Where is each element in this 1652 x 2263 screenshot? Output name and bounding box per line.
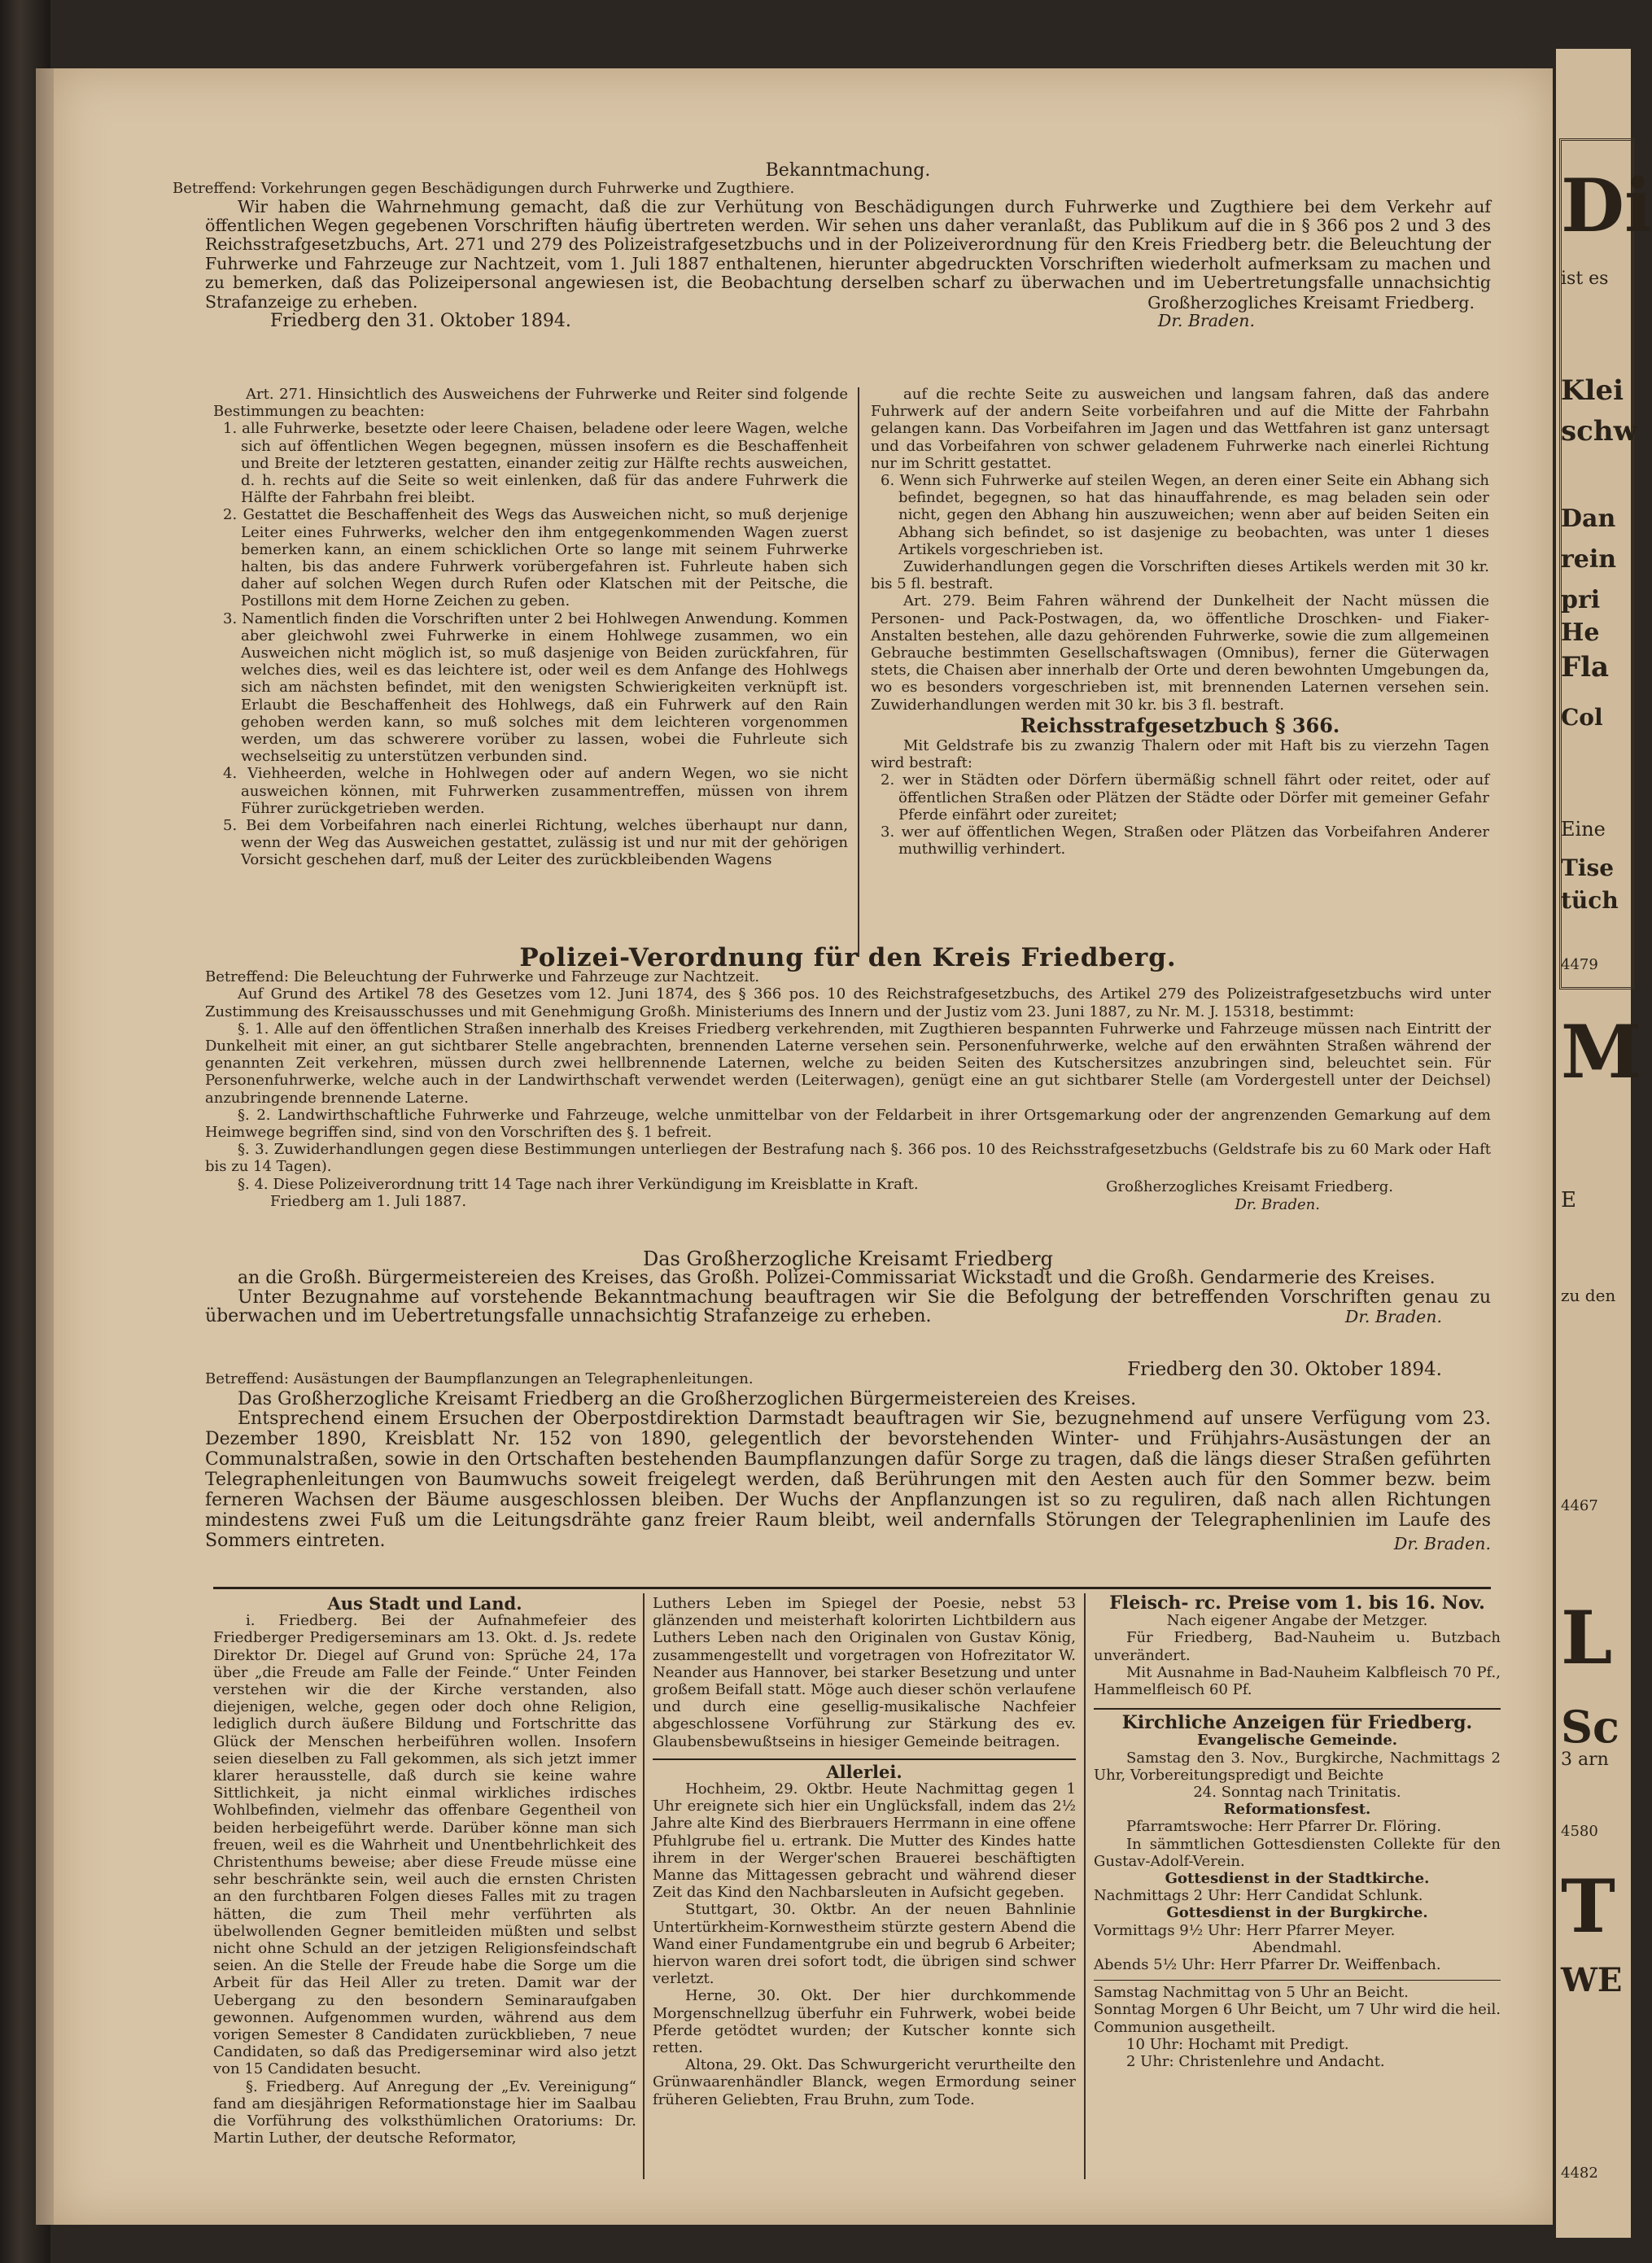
kirche-l1: Samstag den 3. Nov., Burgkirche, Nachmittags 2 Uhr, Vorbereitungspredigt und Beichte (1094, 1749, 1501, 1784)
kreisamt-addressees: an die Großh. Bürgermeistereien des Kreises, das Großh. Polizei-Commissariat Wickstadt und die Großh. Gendarmerie des Kreises. (238, 1268, 1436, 1289)
np-frag-7: He (1561, 618, 1600, 647)
np-frag-9: Col (1561, 704, 1603, 731)
kirche-l12: 2 Uhr: Christenlehre und Andacht. (1126, 2053, 1385, 2071)
kirche-l8: Abends 5½ Uhr: Herr Pfarrer Dr. Weiffenbach. (1094, 1956, 1441, 1974)
kreisamt-title: Das Großherzogliche Kreisamt Friedberg (643, 1247, 1053, 1270)
baum-block (205, 1361, 1491, 1554)
column-divider (858, 387, 859, 957)
kirche-burg-heading: Gottesdienst in der Burgkirche. (1166, 1904, 1428, 1922)
np-frag-5: rein (1561, 545, 1617, 574)
np-frag-3: schw (1561, 415, 1637, 448)
polizei-intro: Auf Grund des Artikel 78 des Gesetzes vom 12. Juni 1874, des § 366 pos. 10 des Reichstrafgesetzbuchs, des Artikel 279 des Polizeistrafgesetzbuchs wird unter Zustimmung des Kreisausschusses und mit Genehmigung Großh. Ministeriums des Innern und der Justiz vom 23. Juni 1887, zu Nr. M. J. 15318, bestimmt: (205, 985, 1491, 1020)
kirche-title: Kirchliche Anzeigen für Friedberg. (1121, 1712, 1473, 1734)
polizei-title: Polizei-Verordnung für den Kreis Friedberg. (519, 943, 1177, 972)
bekanntmachung-authority: Großherzogliches Kreisamt Friedberg. (1147, 293, 1475, 313)
allerlei-item-1: Hochheim, 29. Oktbr. Heute Nachmittag gegen 1 Uhr ereignete sich hier ein Unglücksfall, indem das 2½ Jahre alte Kind des Bierbrauers Herrmann in eine offene Pfuhlgrube fiel u. ertrank. Die Mutter des Kindes hatte ihrem in der Werger'schen Brauerei beschäftigten Manne das Mittagessen gebracht und während dieser Zeit das Kind den Nachbarsleuten in Aufsicht gegeben. (653, 1780, 1076, 1902)
preise-source: Nach eigener Angabe der Metzger. (1166, 1612, 1428, 1630)
np-frag-15: E (1561, 1188, 1576, 1212)
right-column (1094, 1592, 1501, 2071)
np-frag-8: Fla (1561, 651, 1610, 684)
stadt-column (213, 1595, 636, 2147)
column-divider-2 (643, 1593, 645, 2179)
preise-l2: Mit Ausnahme in Bad-Nauheim Kalbfleisch 70 Pf., Hammelfleisch 60 Pf. (1094, 1663, 1501, 1699)
section-divider (213, 1587, 1491, 1589)
rstgb-item-3: 3. wer auf öffentlichen Wegen, Straßen oder Plätzen das Vorbeifahren Anderer muthwillig verhindert. (881, 824, 1489, 858)
rstgb-title: Reichsstrafgesetzbuch § 366. (1020, 713, 1340, 737)
kirche-l7: Abendmahl. (1252, 1938, 1342, 1956)
np-frag-21: 4580 (1561, 1823, 1598, 1840)
stadt-p1: i. Friedberg. Bei der Aufnahmefeier des Friedberger Predigerseminars am 13. Okt. d. Js. redete Direktor Dr. Diegel auf Grund von: Sprüche 24, 17a über „die Freude am Falle der Feinde.“ Unter Feinden verstehen wir die der Kirche verstanden, also diejenigen, welche, gegen oder doch ohne Religion, lediglich durch äußere Bildung und Fortschritte das Glück der Menschen herbeiführen wollen. Insofern seien dieselben zu Fall gekommen, als sich jetzt immer klarer herausstelle, daß durch sie keine wahre Sittlichkeit, ja nicht einmal wirkliches irdisches Wohlbefinden, vielmehr das offenbare Gegentheil von beiden herbeigeführt werde. Darüber könne man sich freuen, weil es die Wahrheit und Unentbehrlichkeit des Christenthums beweise; aber diese Freude müsse eine sehr beschränkte sein, weil auch die ernsten Christen an den furchtbaren Folgen dieses Falles mit zu tragen hätten, die zum Theil mehr verführten als übelwollenden Gegner bemitleiden müßten und selbst nicht ohne Schuld an der jetzigen Religionsfeindschaft seien. An die Stelle der Freude habe die Sorge um die Arbeit für das Heil Aller zu treten. Damit war der Uebergang zu den besondern Seminaraufgaben gewonnen. Aufgenommen wurden, während aus dem vorigen Semester 8 Candidaten zurückblieben, 7 neue Candidaten, so daß das Predigerseminar wird also jetzt von 15 Candidaten besucht. (213, 1612, 636, 2078)
baum-text: Entsprechend einem Ersuchen der Oberpostdirektion Darmstadt beauftragen wir Sie, bezugnehmend auf unsere Verfügung vom 23. Dezember 1890, Kreisblatt Nr. 152 von 1890, gelegentlich der bevorstehenden Winter- und Frühjahrs-Ausästungen der an Communalstraßen, sowie in den Ortschaften bestehenden Baumpflanzungen dafür Sorge zu tragen, daß die längs dieser Straßen geführten Telegraphenleitungen von Baumwuchs soweit freigelegt werden, daß Berührungen mit den Aesten auch für den Sommer bezw. beim ferneren Wachsen der Bäume ausgeschlossen bleiben. Der Wuchs der Anpflanzungen ist so zu reguliren, daß nach allen Richtungen mindestens zwei Fuß um die Leitungsdrähte ganz freier Raum bleibt, weil andernfalls Störungen der Telegraphenlinien im Laufe des Sommers eintreten. (205, 1409, 1491, 1552)
kirche-l11: 10 Uhr: Hochamt mit Predigt. (1126, 2035, 1349, 2053)
np-frag-22: T (1561, 1863, 1615, 1950)
kreisamt-signature: Dr. Braden. (1344, 1306, 1442, 1326)
polizei-betreff: Betreffend: Die Beleuchtung der Fuhrwerke und Fahrzeuge zur Nachtzeit. (205, 968, 760, 986)
bekanntmachung-signature: Dr. Braden. (1157, 311, 1255, 331)
np-frag-0: Di (1561, 163, 1652, 249)
polizei-signature: Dr. Braden. (1235, 1195, 1320, 1213)
kirche-l10: Sonntag Morgen 6 Uhr Beicht, um 7 Uhr wird die heil. Communion ausgetheilt. (1094, 2001, 1501, 2036)
np-frag-11: Tise (1561, 854, 1615, 881)
column-divider-3 (1084, 1593, 1086, 2179)
np-frag-1: ist es (1561, 269, 1609, 289)
art271-item-4: 4. Viehheerden, welche in Hohlwegen oder auf andern Wegen, wo sie nicht ausweichen können, mit Fuhrwerken zusammentreffen, müssen von ihrem Führer zurückgetrieben werden. (223, 765, 848, 817)
stadt-p3: Luthers Leben im Spiegel der Poesie, nebst 53 glänzenden und meisterhaft kolorirten Lichtbildern aus Luthers Leben nach den Originalen von Gustav König, zusammengestellt und vorgetragen von Hofrezitator W. Neander aus Hannover, bei starker Besetzung und unter großem Beifall statt. Möge auch dieser schön verlaufene und durch eine gesellig-musikalische Nachfeier abgeschlossene Vorführung zur Stärkung des ev. Glaubensbewußtseins in hiesiger Gemeinde beitragen. (653, 1595, 1076, 1750)
art271-item-5: 5. Bei dem Vorbeifahren nach einerlei Richtung, welches überhaupt nur dann, wenn der Weg das Ausweichen gestattet, zulässig ist und nur mit der gehörigen Vorsicht geschehen darf, muß der Leiter des zurückbleibenden Wagens (223, 817, 848, 869)
preise-l1: Für Friedberg, Bad-Nauheim u. Butzbach unverändert. (1094, 1629, 1501, 1664)
kirche-l2: 24. Sonntag nach Trinitatis. (1193, 1784, 1401, 1802)
np-frag-23: WE (1561, 1961, 1623, 1999)
rstgb-intro: Mit Geldstrafe bis zu zwanzig Thalern oder mit Haft bis zu vierzehn Tagen wird bestraft: (871, 737, 1489, 772)
newspaper-page (54, 68, 1553, 2225)
baum-heading: Das Großherzogliche Kreisamt Friedberg an die Großherzoglichen Bürgermeistereien des Kreises. (238, 1389, 1137, 1409)
np-frag-6: pri (1561, 586, 1601, 614)
art279-text: Art. 279. Beim Fahren während der Dunkelheit der Nacht müssen die Personen- und Pack-Postwagen, da, wo öffentliche Droschken- und Fiaker-Anstalten bestehen, alle dazu gehörenden Fuhrwerke, sowie die zum allgemeinen Gebrauche bestimmten Gesellschaftswagen (Omnibus), ferner die Güterwagen stets, die Chaisen aber innerhalb der Orte und deren bewohnten Umgebungen da, wo es besonders vorgeschrieben ist, mit brennenden Laternen versehen sein. Zuwiderhandlungen werden mit 30 kr. bis 3 fl. bestraft. (871, 592, 1489, 714)
art271-penalty: Zuwiderhandlungen gegen die Vorschriften dieses Artikels werden mit 30 kr. bis 5 fl. bestraft. (871, 558, 1489, 593)
kirche-l5: Nachmittags 2 Uhr: Herr Candidat Schlunk. (1094, 1887, 1423, 1905)
bekanntmachung-betreff: Betreffend: Vorkehrungen gegen Beschädigungen durch Fuhrwerke und Zugthiere. (173, 180, 795, 198)
art271-item-6: 6. Wenn sich Fuhrwerke auf steilen Wegen, an deren einer Seite ein Abhang sich befindet, begegnen, so hat das hinauffahrende, es mag beladen sein oder nicht, gegen den Abhang hin auszuweichen; wenn aber auf beiden Seiten ein Abhang sich befindet, so ist dasjenige zu beobachten, was unter 1 dieses Artikels vorgeschrieben ist. (881, 472, 1489, 558)
baum-signature: Dr. Braden. (1393, 1534, 1491, 1554)
kirche-l6: Vormittags 9½ Uhr: Herr Pfarrer Meyer. (1094, 1921, 1396, 1939)
kreisamt-text: Unter Bezugnahme auf vorstehende Bekanntmachung beauftragen wir Sie die Befolgung der betreffenden Vorschriften genau zu überwachen und im Uebertretungsfalle unnachsichtig Strafanzeige zu erheben. (205, 1287, 1491, 1327)
art271-column (213, 386, 848, 869)
allerlei-title: Allerlei. (826, 1761, 902, 1782)
polizei-verordnung-block (205, 943, 1491, 1213)
np-frag-16: zu den (1561, 1286, 1616, 1305)
rstgb-item-2: 2. wer in Städten oder Dörfern übermäßig schnell fährt oder reitet, oder auf öffentlichen Straßen oder Plätzen der Städte oder Dörfer mit gemeiner Gefahr Pferde einfährt oder zureitet; (881, 771, 1489, 824)
bekanntmachung-date: Friedberg den 31. Oktober 1894. (270, 311, 571, 332)
baum-date: Friedberg den 30. Oktober 1894. (1127, 1359, 1442, 1380)
allerlei-item-4: Altona, 29. Okt. Das Schwurgericht verurtheilte den Grünwaarenhändler Blanck, wegen Ermordung seiner früheren Geliebten, Frau Bruhn, zum Tode. (653, 2056, 1076, 2108)
stadt-p2: §. Friedberg. Auf Anregung der „Ev. Vereinigung“ fand am diesjährigen Reformationstage hier im Saalbau die Vorführung des volksthümlichen Oratoriums: Dr. Martin Luther, der deutsche Reformator, (213, 2077, 636, 2147)
baum-betreff: Betreffend: Ausästungen der Baumpflanzungen an Telegraphenleitungen. (205, 1370, 754, 1387)
np-frag-2: Klei (1561, 374, 1624, 407)
polizei-p3: §. 3. Zuwiderhandlungen gegen diese Bestimmungen unterliegen der Bestrafung nach §. 366 pos. 10 des Reichsstrafgesetzbuchs (Geldstrafe bis zu 60 Mark oder Haft bis zu 14 Tagen). (205, 1141, 1491, 1176)
np-frag-13: 4479 (1561, 956, 1598, 973)
bekanntmachung-intro: Wir haben die Wahrnehmung gemacht, daß die zur Verhütung von Beschädigungen durch Fuhrwerke und Zugthiere bei dem Verkehr auf öffentlichen Wegen gegebenen Vorschriften häufig übertreten werden. Wir sehen uns daher veranlaßt, das Publikum auf die in § 366 pos 2 und 3 des Reichsstrafgesetzbuchs, Art. 271 und 279 des Polizeistrafgesetzbuchs und in der Polizeiverordnung für den Kreis Friedberg betr. die Beleuchtung der Fuhrwerke und Fahrzeuge zur Nachtzeit, vom 1. Juli 1887 enthaltenen, hierunter abgedruckten Vorschriften wiederholt aufmerksam zu machen und zu bemerken, daß das Polizeipersonal angewiesen ist, die Beobachtung derselben scharf zu überwachen und im Uebertretungsfalle unnachsichtig Strafanzeige zu erheben. (205, 196, 1491, 312)
kirche-l9: Samstag Nachmittag von 5 Uhr an Beicht. (1094, 1984, 1409, 2002)
polizei-p2: §. 2. Landwirthschaftliche Fuhrwerke und Fahrzeuge, welche unmittelbar von der Feldarbeit in ihrer Ortsgemarkung oder der angrenzenden Gemarkung auf dem Heimwege begriffen sind, sind von den Vorschriften des §. 1 befreit. (205, 1106, 1491, 1142)
polizei-authority: Großherzogliches Kreisamt Friedberg. (1106, 1177, 1393, 1195)
bekanntmachung-title: Bekanntmachung. (765, 160, 931, 181)
np-frag-17: 4467 (1561, 1497, 1598, 1514)
art271-continuation: auf die rechte Seite zu ausweichen und langsam fahren, daß das andere Fuhrwerk auf der andern Seite vorbeifahren und auf die Mitte der Fahrbahn gelangen kann. Das Vorbeifahren im Jagen und das Wettfahren ist ganz untersagt und das Vorbeifahren von schwer geladenem Fuhrwerke nach einerlei Richtung nur im Schritt gestattet. (871, 386, 1489, 472)
art271-intro: Art. 271. Hinsichtlich des Ausweichens der Fuhrwerke und Reiter sind folgende Bestimmungen zu beachten: (213, 386, 848, 421)
art271-item-3: 3. Namentlich finden die Vorschriften unter 2 bei Hohlwegen Anwendung. Kommen aber gleichwohl zwei Fuhrwerke in einem Hohlwege zusammen, wo ein Ausweichen nicht möglich ist, so muß dasjenige von Beiden zurückfahren, für welches dies, weil es das leichtere ist, oder weil es dem Anfange des Hohlwegs sich am nächsten befindet, mit den wenigsten Schwierigkeiten verknüpft ist. Erlaubt die Beschaffenheit des Hohlwegs, daß ein Fuhrwerk auf den Rain gehoben werden kann, so muß solches mit dem leichteren vorgenommen werden, um das schwerere vorüber zu lassen, wobei die Fuhrleute sich wechselseitig zu unterstützen verbunden sind. (223, 609, 848, 766)
np-frag-10: Eine (1561, 818, 1606, 841)
art279-column (871, 386, 1489, 858)
kirche-reform: Reformationsfest. (1223, 1801, 1371, 1819)
adjacent-page-fragment (1553, 49, 1652, 2238)
kreisamt-block (205, 1247, 1491, 1327)
art271-item-2: 2. Gestattet die Beschaffenheit des Wegs das Ausweichen nicht, so muß derjenige Leiter eines Fuhrwerks, welcher den ihm entgegenkommenden Wagen zuerst bemerken kann, an einem schicklichen Orte so lange mit seinem Fuhrwerke halten, bis das andere Fuhrwerk vorübergefahren ist. Fuhrleute haben sich daher auf solchen Wegen durch Rufen oder Klatschen mit der Peitsche, die Postillons mit dem Horne Zeichen zu geben. (223, 506, 848, 610)
preise-title: Fleisch- rc. Preise vom 1. bis 16. Nov. (1109, 1592, 1485, 1614)
kirche-ev: Evangelische Gemeinde. (1196, 1732, 1398, 1750)
np-frag-20: 3 arn (1561, 1750, 1609, 1770)
kirche-stadt-heading: Gottesdienst in der Stadtkirche. (1165, 1870, 1430, 1888)
kirche-l3: Pfarramtswoche: Herr Pfarrer Dr. Flöring. (1126, 1818, 1442, 1836)
polizei-p4: §. 4. Diese Polizeiverordnung tritt 14 Tage nach ihrer Verkündigung im Kreisblatte in Kraft. (238, 1175, 919, 1193)
middle-column (653, 1595, 1076, 2108)
kirche-l4: In sämmtlichen Gottesdiensten Collekte für den Gustav-Adolf-Verein. (1094, 1835, 1501, 1870)
polizei-p1: §. 1. Alle auf den öffentlichen Straßen innerhalb des Kreises Friedberg verkehrenden, mit Zugthieren bespannten Fuhrwerke und Fahrzeuge müssen nach Eintritt der Dunkelheit mit einer, an gut sichtbarer Stelle angebrachten, brennenden Laterne versehen sein. Personenfuhrwerke, welche auf den erwähnten Straßen während der genannten Zeit verkehren, müssen durch zwei hellbrennende Laternen, welche zu beiden Seiten des Kutschersitzes anzubringen sind, beleuchtet sein. Für Personenfuhrwerke, welche auch in der Landwirthschaft verwendet werden (Leiterwagen), genügt eine an gut sichtbarer Stelle (am Vordergestell unter der Deichsel) anzubringende brennende Laterne. (205, 1020, 1491, 1107)
polizei-date: Friedberg am 1. Juli 1887. (270, 1192, 467, 1210)
stadt-title: Aus Stadt und Land. (327, 1593, 522, 1614)
np-frag-24: 4482 (1561, 2165, 1598, 2182)
np-frag-4: Dan (1561, 505, 1616, 533)
allerlei-item-2: Stuttgart, 30. Oktbr. An der neuen Bahnlinie Untertürkheim-Kornwestheim stürzte gestern Abend die Wand einer Fundamentgrube ein und begrub 6 Arbeiter; hiervon waren drei sofort todt, die übrigen sind schwer verletzt. (653, 1901, 1076, 1988)
allerlei-item-3: Herne, 30. Okt. Der hier durchkommende Morgenschnellzug überfuhr ein Fuhrwerk, wobei beide Pferde getödtet wurden; der Kutscher konnte sich retten. (653, 1987, 1076, 2057)
np-frag-18: L (1561, 1595, 1613, 1681)
np-frag-14: M (1561, 1009, 1642, 1095)
art271-item-1: 1. alle Fuhrwerke, besetzte oder leere Chaisen, beladene oder leere Wagen, welche sich auf öffentlichen Wegen begegnen, müssen insofern es die Beschaffenheit und Breite der letzteren gestatten, einander zeitig zur Hälfte rechts ausweichen, d. h. rechts auf die Seite so weit einlenken, daß für das andere Fuhrwerk die Hälfte der Fahrbahn frei bleibt. (223, 420, 848, 507)
np-frag-12: tüch (1561, 887, 1619, 914)
bekanntmachung-intro-block (173, 160, 1491, 333)
np-frag-19: Sc (1561, 1701, 1619, 1753)
